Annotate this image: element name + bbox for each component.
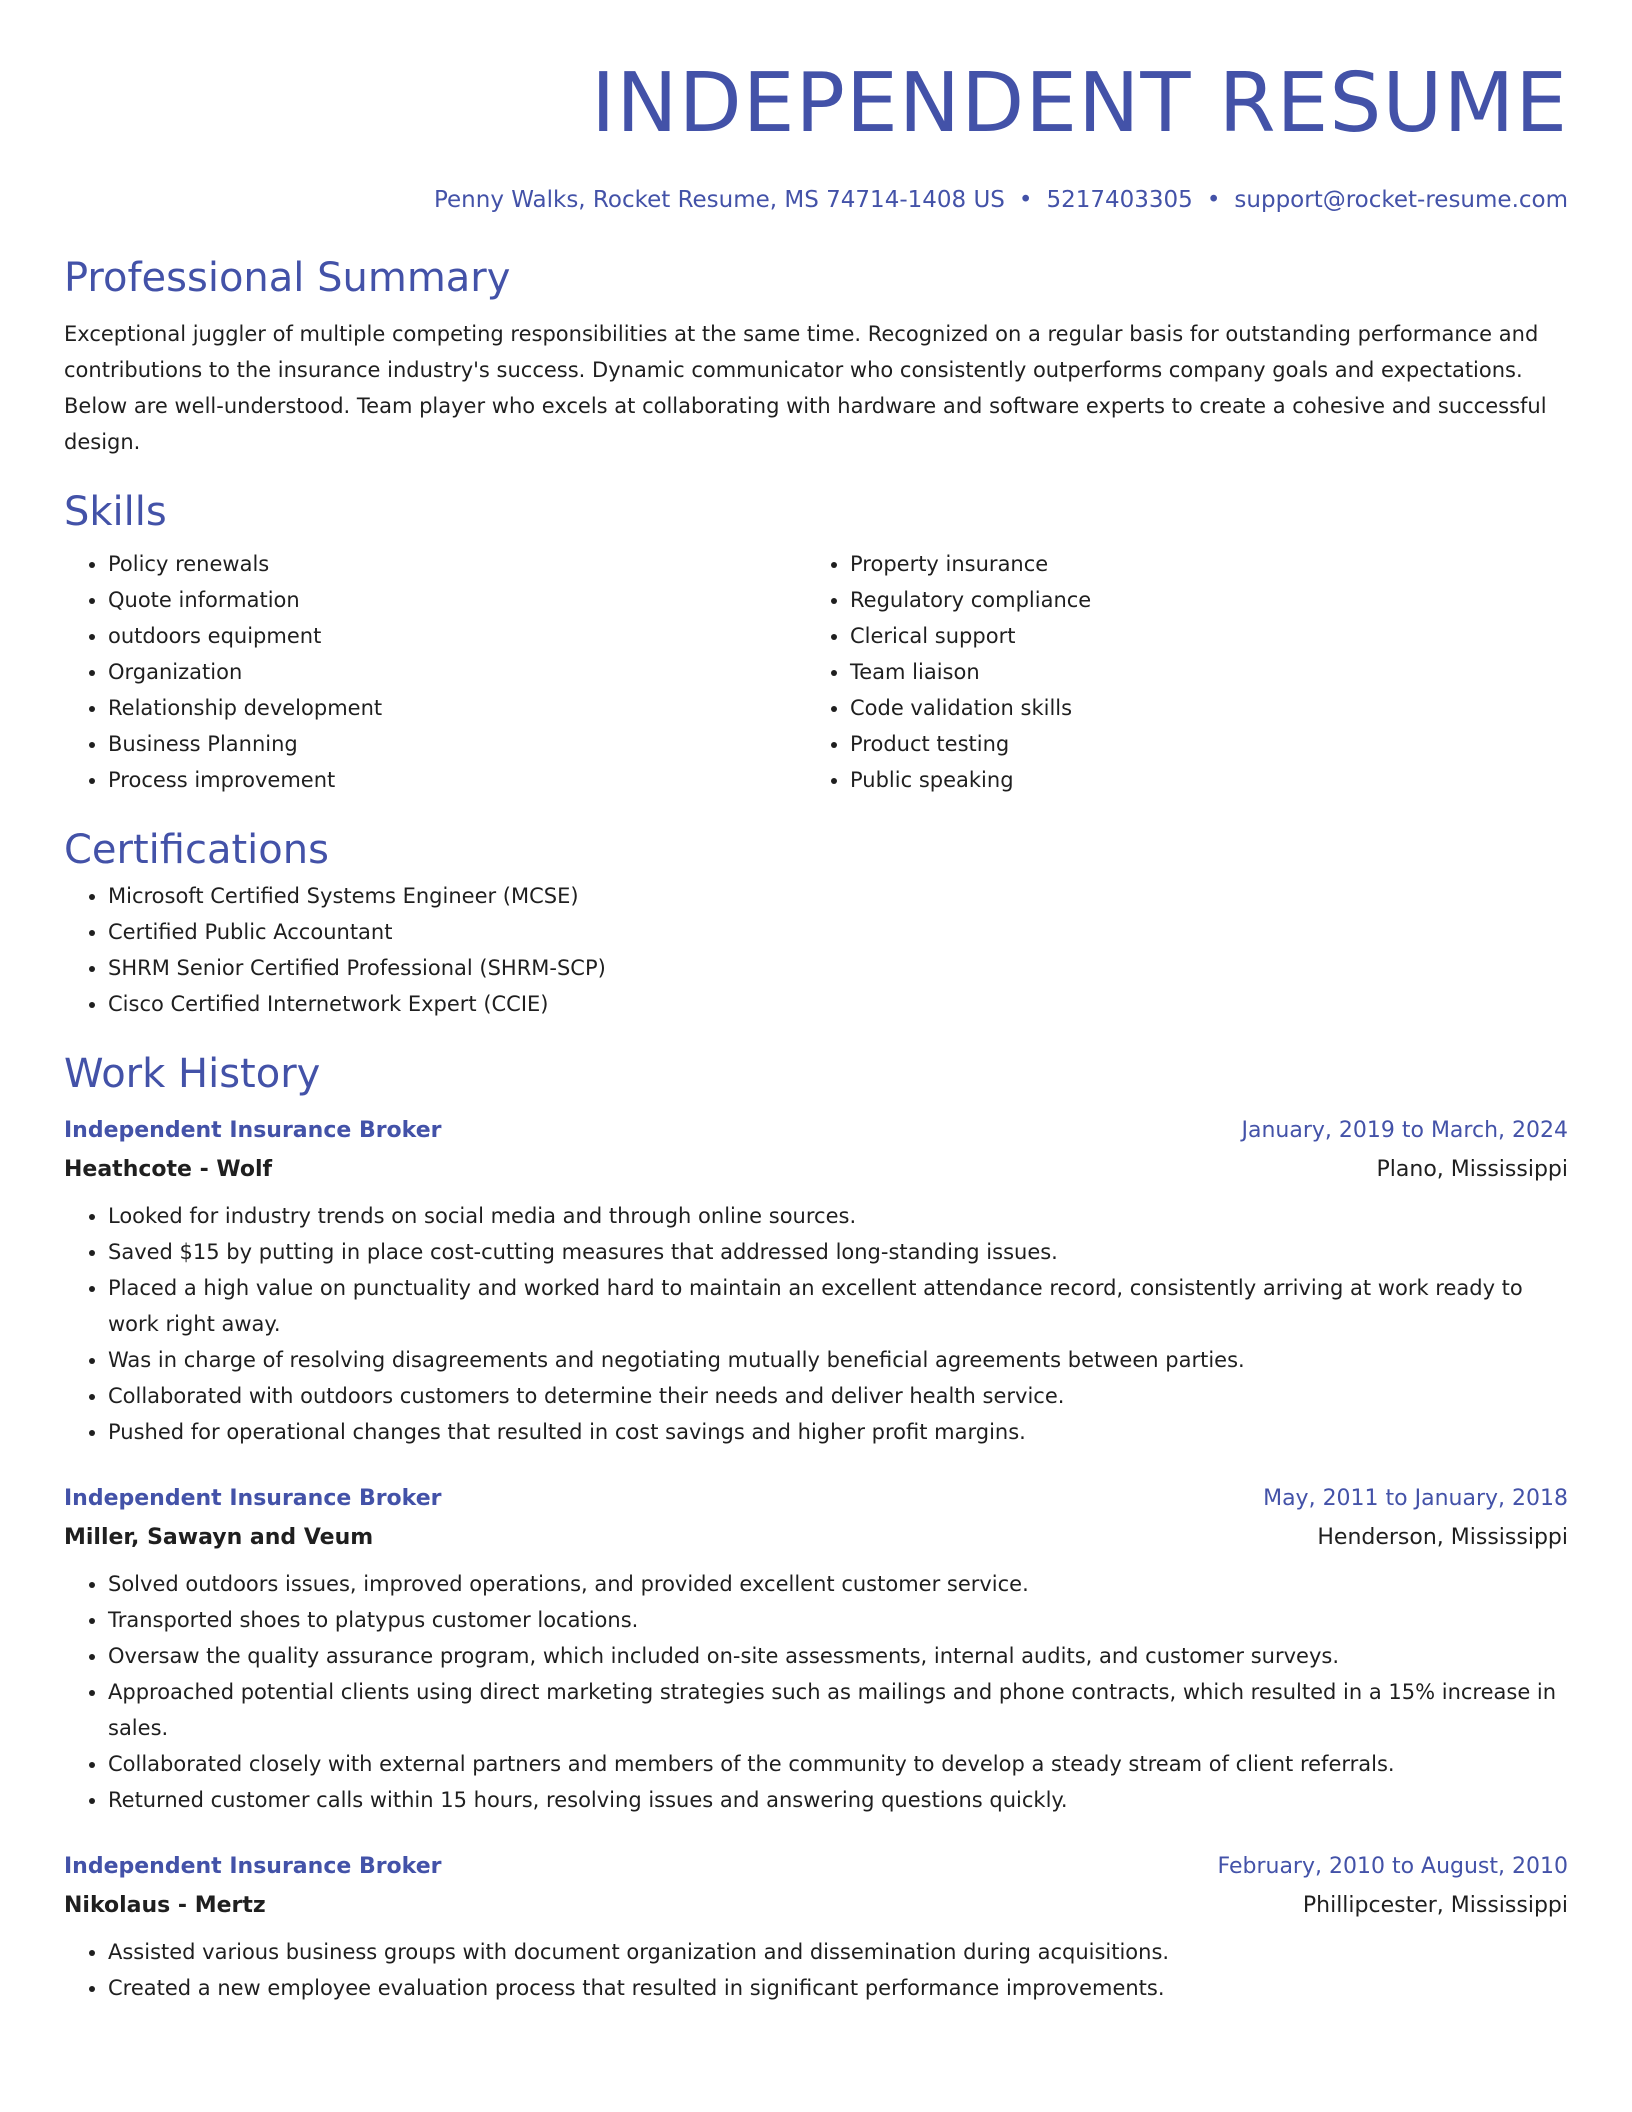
job-location: Phillipcester, Mississippi	[1302, 1893, 1568, 1918]
certification-item: • Certified Public Accountant	[108, 914, 1568, 950]
resume-title: INDEPENDENT RESUME	[591, 56, 1568, 151]
job-entry	[64, 1480, 1568, 1818]
contact-email: support@rocket-resume.com	[1234, 187, 1568, 213]
skill-item: • Policy renewals	[108, 546, 806, 582]
job-dates: February, 2010 to August, 2010	[1217, 1854, 1568, 1879]
job-bullets	[64, 1198, 1568, 1450]
certification-item: • Cisco Certified Internetwork Expert (CCIE)	[108, 986, 1568, 1022]
job-entry	[64, 1848, 1568, 2006]
skills-list	[64, 546, 1568, 798]
job-bullet: • Transported shoes to platypus customer locations.	[108, 1602, 1568, 1638]
job-bullet: • Saved $15 by putting in place cost-cutting measures that addressed long-standing issues.	[108, 1234, 1568, 1270]
job-dates: January, 2019 to March, 2024	[1241, 1118, 1568, 1143]
skill-item: • Business Planning	[108, 726, 806, 762]
job-bullet: • Was in charge of resolving disagreements and negotiating mutually beneficial agreements between parties.	[108, 1342, 1568, 1378]
job-bullet: • Oversaw the quality assurance program, which included on-site assessments, internal audits, and customer surveys.	[108, 1638, 1568, 1674]
skill-item: • Team liaison	[850, 654, 1548, 690]
job-bullet: • Collaborated with outdoors customers to determine their needs and deliver health service.	[108, 1378, 1568, 1414]
skill-item: • Product testing	[850, 726, 1548, 762]
job-location: Henderson, Mississippi	[1317, 1525, 1568, 1550]
job-location: Plano, Mississippi	[1376, 1157, 1568, 1182]
job-bullet: • Assisted various business groups with document organization and dissemination during acquisitions.	[108, 1934, 1568, 1970]
job-bullet: • Pushed for operational changes that resulted in cost savings and higher profit margins.	[108, 1414, 1568, 1450]
job-bullet: • Placed a high value on punctuality and worked hard to maintain an excellent attendance record, consistently arriving at work ready to work right away.	[108, 1270, 1568, 1342]
bullet-separator: •	[1206, 187, 1221, 213]
certifications-list	[64, 878, 1568, 1022]
skill-item: • Clerical support	[850, 618, 1548, 654]
job-title: Independent Insurance Broker	[64, 1486, 442, 1511]
job-company: Nikolaus - Mertz	[64, 1893, 266, 1918]
job-bullet: • Collaborated closely with external partners and members of the community to develop a steady stream of client referrals.	[108, 1746, 1568, 1782]
contact-line	[64, 180, 1568, 220]
job-title: Independent Insurance Broker	[64, 1854, 442, 1879]
certification-item: • SHRM Senior Certified Professional (SHRM-SCP)	[108, 950, 1568, 986]
job-bullets	[64, 1934, 1568, 2006]
contact-address: Penny Walks, Rocket Resume, MS 74714-1408 US	[433, 187, 1005, 213]
bullet-separator: •	[1018, 187, 1033, 213]
skill-item: • Property insurance	[850, 546, 1548, 582]
skills-heading: Skills	[64, 489, 167, 535]
job-title: Independent Insurance Broker	[64, 1118, 442, 1143]
skill-item: • Process improvement	[108, 762, 806, 798]
certifications-heading: Certifications	[64, 827, 329, 873]
job-company: Heathcote - Wolf	[64, 1157, 273, 1182]
job-bullet: • Looked for industry trends on social media and through online sources.	[108, 1198, 1568, 1234]
skill-item: • Public speaking	[850, 762, 1548, 798]
job-bullet: • Created a new employee evaluation process that resulted in significant performance improvements.	[108, 1970, 1568, 2006]
job-company: Miller, Sawayn and Veum	[64, 1525, 374, 1550]
skill-item: • outdoors equipment	[108, 618, 806, 654]
job-bullet: • Solved outdoors issues, improved operations, and provided excellent customer service.	[108, 1566, 1568, 1602]
job-dates: May, 2011 to January, 2018	[1263, 1486, 1568, 1511]
skill-item: • Code validation skills	[850, 690, 1548, 726]
job-bullet: • Returned customer calls within 15 hours, resolving issues and answering questions quickly.	[108, 1782, 1568, 1818]
contact-phone: 5217403305	[1046, 187, 1193, 213]
summary-heading: Professional Summary	[64, 255, 511, 301]
job-bullet: • Approached potential clients using direct marketing strategies such as mailings and phone contracts, which resulted in a 15% increase in sales.	[108, 1674, 1568, 1746]
skill-item: • Relationship development	[108, 690, 806, 726]
skill-item: • Quote information	[108, 582, 806, 618]
skill-item: • Regulatory compliance	[850, 582, 1548, 618]
summary-text: Exceptional juggler of multiple competing responsibilities at the same time. Recognized on a regular basis for outstanding performance and contributions to the insurance industry's success. Dynamic communicator who consistently outperforms company goals and expectations. Below are well-understood. Team player who excels at collaborating with hardware and software experts to create a cohesive and successful design.	[64, 322, 1547, 454]
work-history-heading: Work History	[64, 1051, 321, 1097]
job-entry	[64, 1112, 1568, 1450]
skills-column-right	[806, 546, 1548, 798]
skill-item: • Organization	[108, 654, 806, 690]
job-bullets	[64, 1566, 1568, 1818]
certification-item: • Microsoft Certified Systems Engineer (MCSE)	[108, 878, 1568, 914]
skills-column-left	[64, 546, 806, 798]
